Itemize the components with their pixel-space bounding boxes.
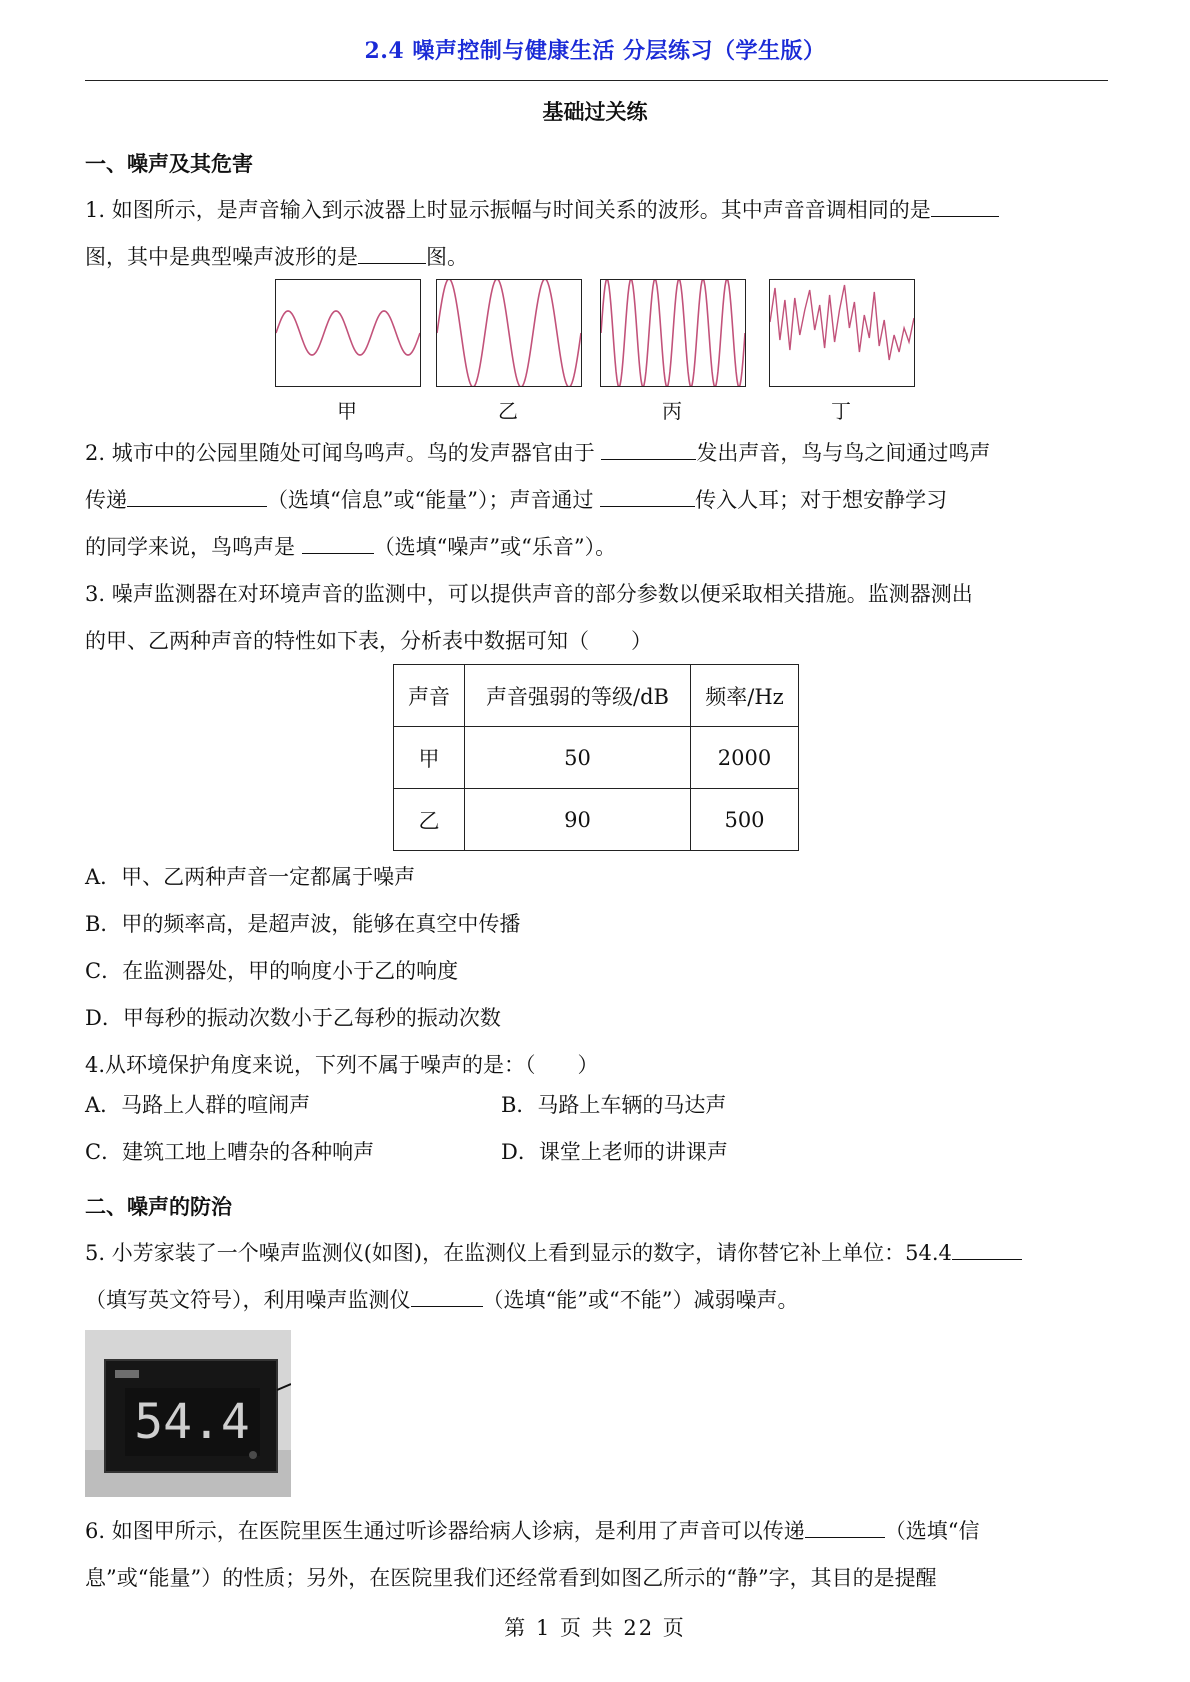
page-header-title: 2.4 噪声控制与健康生活 分层练习（学生版） xyxy=(364,38,826,64)
content-q3-options xyxy=(85,854,1108,1089)
answer-blank[interactable] xyxy=(601,438,696,460)
q5-line1: 5. 小芳家装了一个噪声监测仪(如图)，在监测仪上看到显示的数字，请你替它补上单位：54.4 xyxy=(85,1230,1108,1277)
table-cell: 乙 xyxy=(394,789,465,851)
noise-monitor-image xyxy=(85,1330,291,1497)
wave-plot xyxy=(437,280,581,386)
wave-line xyxy=(437,280,581,386)
q3-line2: 的甲、乙两种声音的特性如下表，分析表中数据可知（ ） xyxy=(85,629,652,653)
q3-option-c[interactable]: C．在监测器处，甲的响度小于乙的响度 xyxy=(85,959,459,983)
table-cell: 90 xyxy=(465,789,691,851)
q6-line1: 6. 如图甲所示，在医院里医生通过听诊器给病人诊病，是利用了声音可以传递 （选填“信 xyxy=(85,1508,1108,1555)
waveform-jia xyxy=(275,279,421,387)
q1-line1: 1. 如图所示，是声音输入到示波器上时显示振幅与时间关系的波形。其中声音音调相同的是 xyxy=(85,187,1108,234)
content xyxy=(85,140,1108,281)
answer-blank[interactable] xyxy=(805,1516,885,1538)
answer-blank[interactable] xyxy=(302,532,374,554)
q4-option-b[interactable]: B．马路上车辆的马达声 xyxy=(501,1093,727,1117)
table-header-row xyxy=(394,665,799,727)
q3-option-d[interactable]: D．甲每秒的振动次数小于乙每秒的振动次数 xyxy=(85,1006,501,1030)
q2-line1: 2. 城市中的公园里随处可闻鸟鸣声。鸟的发声器官由于 发出声音，鸟与鸟之间通过鸣声 xyxy=(85,430,1108,477)
section-heading-2: 二、噪声的防治 xyxy=(85,1194,232,1219)
q1-line2: 图，其中是典型噪声波形的是 图。 xyxy=(85,234,1108,281)
section-subtitle: 基础过关练 xyxy=(542,99,648,124)
waveform-ding xyxy=(769,279,915,387)
q2-line2: 传递 （选填“信息”或“能量”）；声音通过 传入人耳；对于想安静学习 xyxy=(85,477,1108,524)
waveform-label: 甲 xyxy=(337,399,357,423)
table-cell: 2000 xyxy=(691,727,799,789)
waveform-bing xyxy=(600,279,746,387)
table-row xyxy=(394,727,799,789)
waveform-label: 乙 xyxy=(498,399,518,423)
q6-line2: 息”或“能量”）的性质；另外，在医院里我们还经常看到如图乙所示的“静”字，其目的是提醒 xyxy=(85,1566,937,1590)
header-rule xyxy=(85,80,1108,81)
answer-blank[interactable] xyxy=(952,1238,1022,1260)
q4-option-a[interactable]: A．马路上人群的喧闹声 xyxy=(85,1093,311,1117)
q4-option-d[interactable]: D．课堂上老师的讲课声 xyxy=(501,1140,728,1164)
noise-monitor-photo xyxy=(85,1330,291,1497)
q3-option-b[interactable]: B．甲的频率高，是超声波，能够在真空中传播 xyxy=(85,912,521,936)
table-header-cell: 声音 xyxy=(394,665,465,727)
monitor-display-readout: 54.4 xyxy=(134,1394,250,1450)
wave-plot xyxy=(770,280,914,386)
table-cell: 甲 xyxy=(394,727,465,789)
content-q6 xyxy=(85,1508,1108,1602)
q4-stem: 4.从环境保护角度来说，下列不属于噪声的是：（ ） xyxy=(85,1053,599,1077)
wave-plot xyxy=(601,280,745,386)
sound-data-table xyxy=(393,664,799,851)
content-q5 xyxy=(85,1183,1108,1324)
q4-option-c[interactable]: C．建筑工地上嘈杂的各种响声 xyxy=(85,1140,375,1164)
answer-blank[interactable] xyxy=(600,485,695,507)
table-cell: 50 xyxy=(465,727,691,789)
q5-line2: （填写英文符号），利用噪声监测仪 （选填“能”或“不能”）减弱噪声。 xyxy=(85,1277,1108,1324)
table-row xyxy=(394,789,799,851)
answer-blank[interactable] xyxy=(127,485,267,507)
wave-line xyxy=(276,311,420,355)
wave-line xyxy=(601,280,745,386)
answer-blank[interactable] xyxy=(358,242,426,264)
table-cell: 500 xyxy=(691,789,799,851)
waveform-figure xyxy=(275,279,915,424)
answer-blank[interactable] xyxy=(411,1285,483,1307)
waveform-label: 丙 xyxy=(662,399,682,423)
waveform-label: 丁 xyxy=(831,399,851,423)
section-heading-1: 一、噪声及其危害 xyxy=(85,151,253,176)
wave-plot xyxy=(276,280,420,386)
table-header-cell: 声音强弱的等级/dB xyxy=(465,665,691,727)
answer-blank[interactable] xyxy=(931,195,999,217)
q3-line1: 3. 噪声监测器在对环境声音的监测中，可以提供声音的部分参数以便采取相关措施。监测器测出 xyxy=(85,582,973,606)
q2-line3: 的同学来说，鸟鸣声是 （选填“噪声”或“乐音”）。 xyxy=(85,524,1108,571)
waveform-yi xyxy=(436,279,582,387)
page-footer: 第 1 页 共 22 页 xyxy=(504,1616,686,1640)
wave-line xyxy=(770,285,914,360)
q3-option-a[interactable]: A．甲、乙两种声音一定都属于噪声 xyxy=(85,865,416,889)
table-header-cell: 频率/Hz xyxy=(691,665,799,727)
content-q2-q3 xyxy=(85,430,1108,665)
